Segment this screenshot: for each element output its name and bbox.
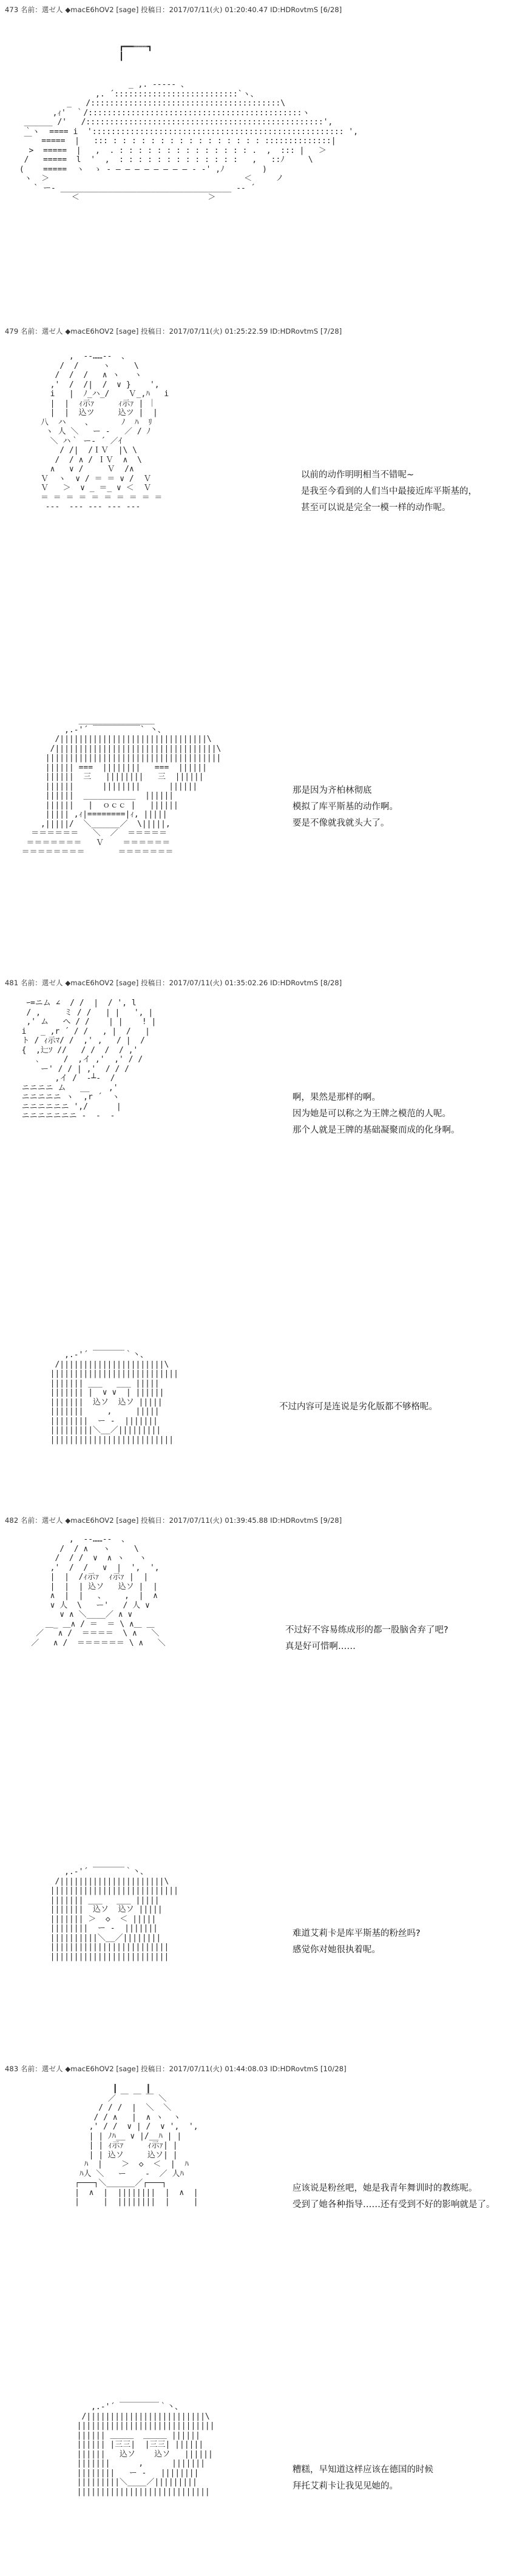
ascii-art-character: ,.-'´ ￣￣￣￣｀丶、 /||||||||||||||||||||||\ ||||||||||||||||||||||||||| ||||||| ___ ___ ||||| ||||||| 込ソ 込ソ ||||| ||||||| ＞ ◇ ＜ ||||| |||||||| ー ‐ ||||||| ||||||||||＼__／|||||||| ||||||||||||||||||||||||| ||||||||||||||||||||||||| <box>50 1867 178 1961</box>
post-header: 481 名前：選ゼ人 ◆macE6hOV2 [sage] 投稿日：2017/07/11(火) 01:35:02.26 ID:HDRovtmS [8/28] <box>5 979 342 987</box>
post-header: 482 名前：選ゼ人 ◆macE6hOV2 [sage] 投稿日：2017/07/11(火) 01:39:45.88 ID:HDRovtmS [9/28] <box>5 1516 342 1525</box>
dialogue-line: 以前的动作明明相当不错呢~ <box>301 470 414 480</box>
dialogue-line: 受到了她各种指导……还有受到不好的影响就是了。 <box>293 2200 495 2210</box>
ascii-art-character: ,.-'´ ￣￣￣￣｀丶、 /||||||||||||||||||||||\ ||||||||||||||||||||||||||| ||||||| ___ ___ ||||| ||||||| | ∨ ∨ | |||||| ||||||| 込ソ 込ソ ||||| ||||||| , ||||| |||||||| ー ‐ ||||||| |||||||||＼__／||||||||| |||||||||||||||||||||||||| <box>50 1350 178 1445</box>
dialogue-line: 糟糕，早知道这样应该在德国的时候 <box>293 2465 433 2475</box>
dialogue-line: 啊，果然是那样的啊。 <box>293 1093 380 1102</box>
dialogue-box <box>293 1926 421 1958</box>
dialogue-line: 要是不像就我就头大了。 <box>293 818 390 828</box>
post-header: 473 名前：選ゼ人 ◆macE6hOV2 [sage] 投稿日：2017/07/11(火) 01:20:40.47 ID:HDRovtmS [6/28] <box>5 5 342 14</box>
ascii-art-character: , -‐……‐- 、 / / ∧ ヽ \ / / / ∨ ∧ ヽ ヽ ,' / / ∨ | ', ', | | /ｨ示ｧ ｨ示ｧ | | | | | 込ソ 込ソ | | ∧ | | 、 , | ∧ ∨ 人 \ ー' / 人 ∨ ∨ ∧ ＼____／ ∧ ∨ ＿_ ＿∧ / ＝ ＝ \ ∧＿ ＿ ／ ∧ / ＝＝＝＝ \ ∧ ＼ ／ ∧ / ＝＝＝＝＝＝ \ ∧ ＼ <box>31 1535 166 1648</box>
dialogue-line: 是我至今看到的人们当中最接近库平斯基的， <box>301 487 477 496</box>
dialogue-line: 难道艾莉卡是库平斯基的粉丝吗? <box>293 1929 421 1938</box>
dialogue-line: 感觉你对她很执着呢。 <box>293 1945 380 1955</box>
ascii-art-character: ┃ ┃ ／ ￣ ￣ ￣ ＼ / / / | ＼ ＼ / / ∧ | ∧ ヽ ヽ ,' / / ∨ | / ∨ ', ', | | ﾉﾊ__ ∨ |/__ﾊ | | | | ｨ示ｧ ｨ示ｧ| | | | 込ソ 込ソ| | ﾊ | ＞ ◇ ＜ | ﾊ ﾊ人 ＼ ー ‐ ／ 人ﾊ ┌───┐＼______／┌───┐ | ∧ | |||||||| | ∧ | | | |||||||| | | <box>75 2085 198 2207</box>
dialogue-box <box>301 467 477 516</box>
dialogue-line: 甚至可以说是完全一模一样的动作呢。 <box>301 503 451 513</box>
ascii-art-character: ｰ=ニム ∠ / / | / ', l / , ミ / / | | ', | ,' ム へ / / | | ! | i _ ,r ´ / / , | / | ト / ｨ示ﾏ/ / ,' , / | / { ,辷ｿ // / / / / ,' ､ / ,イ ,' ,' / / ー' / / | ,' / / / ,イ / ‐┴‐ / ニニニニ ム __ ,' ニニニニニ ヽ ,r ´ ヽ ニニニニニニ ',/ | ニニニニニニニ ‐ ‐ ‐ <box>21 999 157 1121</box>
dialogue-box <box>293 1090 460 1139</box>
dialogue-line: 真是好可惜啊…… <box>285 1642 356 1651</box>
dialogue-line: 应该说是粉丝吧，她是我青年舞训时的教练呢。 <box>293 2183 478 2193</box>
dialogue-line: 拜托艾莉卡让我见见她的。 <box>293 2481 398 2491</box>
post-header: 483 名前：選ゼ人 ◆macE6hOV2 [sage] 投稿日：2017/07/11(火) 01:44:08.03 ID:HDRovtmS [10/28] <box>5 2065 347 2073</box>
dialogue-line: 不过内容可是连说是劣化版都不够格呢。 <box>279 1402 438 1412</box>
dialogue-line: 那是因为齐柏林彻底 <box>293 786 372 795</box>
ascii-art-hat: ┏━━┅┅┅┓ ┃ _ ,. --‐‐- 、 ,. ´::::::::::::::::::::::::::`ヽ、 _ /::::::::::::::::::::::::::::::::::::::::\ ,ｨ' ｀/:::::::::::::::::::::::::::::::::::::::::::::ヽ ______ /' /::::::::::::::::::::::::::::::::::::::::::::::::::', ｀ヽ ==== i '::::::::::::::::::::::::::::::::::::::::::::::::::::: ', ￣ ===== | ::: : : : : : : : : : : : : : : : : ::::::::::::::| > ===== | , . : : : : : : : : : : : : : : . , ::: | ＞ / ===== l ' , : : : : : : : : : : : : : , ::ﾉ \ ( ===== ヽ ゝ - ― ― ― ― ― ― ― ― - ‐' ,ﾉ ) ヽ ＞ ＜ ノ ` ー- ____________________________________ -‐ ´ ＜ ＞ <box>19 42 359 202</box>
dialogue-line: 模拟了库平斯基的动作啊。 <box>293 802 398 812</box>
dialogue-box <box>285 1622 448 1655</box>
dialogue-box <box>279 1399 438 1415</box>
ascii-art-character: ,.-'´ ￣￣￣￣￣｀丶、 /|||||||||||||||||||||||||\ ||||||||||||||||||||||||||||| |||||| ＿＿＿ ＿＿＿ |||||| |||||| |三三| |三三| |||||| |||||| 込ソ 込ソ |||||| ||||||| , ||||||| |||||||| ー ‐ |||||||| |||||||||＼____／||||||||| |||||||||||||||||||||||||||| <box>76 2402 215 2497</box>
ascii-art-character: ________________ ,.-'´ ￣￣￣￣￣￣` 丶、 /|||||||||||||||||||||||||||||||\ /||||||||||||||||||||||||||||||||||\ ||||||||||||||||||||||||||||||||||||| |||||| === |||||||| === |||||| |||||| 三 |||||||| 三 |||||| |||||| |||||||| |||||| |||||| ___________ |||||| |||||| | ｏｃｃ | |||||| ||||| ,ｨ|========|ｨ, ||||| ,|||||/ ＼______／ \|||||, ＝＝＝＝＝＝ ＼ ／ ＝＝＝＝＝ ＝＝＝＝＝＝＝ Ｖ ＝＝＝＝＝＝ ＝＝＝＝＝＝＝＝ ＝＝＝＝＝＝＝ <box>21 716 221 857</box>
dialogue-box <box>293 2180 495 2213</box>
dialogue-line: 那个人就是王牌的基础凝聚而成的化身啊。 <box>293 1125 460 1135</box>
post-header: 479 名前：選ゼ人 ◆macE6hOV2 [sage] 投稿日：2017/07/11(火) 01:25:22.59 ID:HDRovtmS [7/28] <box>5 327 342 335</box>
dialogue-line: 不过好不容易练成形的都一股脑舍弃了吧? <box>285 1625 448 1635</box>
dialogue-line: 因为她是可以称之为王牌之模范的人呢。 <box>293 1109 451 1119</box>
dialogue-box <box>293 2462 433 2495</box>
dialogue-box <box>293 783 398 832</box>
ascii-art-character: , -‐……‐- 、 / / ヽ \ / / / ∧ ヽ ヽ ,' / /| / ∨ } ', i | ﾉ_ハ_/ Ｖ_,ﾊ i | | ｨ示ｧ ｨ示ｧ | ｜ | | 込ツ 込ツ | | 八 ハ 、 ﾉ ﾊ ﾘ ヽ 人 ＼ ー ‐ ／ / ﾉ ＼ ハ｀ ー‐ ´ ／ｲ / /| /ＩＶ |\ \ / / ∧ / ＩＶ ∧ \ ∧ ∨ / Ｖ /∧ Ｖ ヽ ∨ / ＝ ＝ ∨ / Ｖ Ｖ ＞ ∨ _ ＝_ ∨ ＜ Ｖ ＝ ＝ ＝ ＝ ＝ ＝ ＝ ＝ ＝ ＝ ‐‐‐ ‐‐‐ ‐‐‐ ‐‐‐ ‐‐‐ <box>40 352 169 511</box>
